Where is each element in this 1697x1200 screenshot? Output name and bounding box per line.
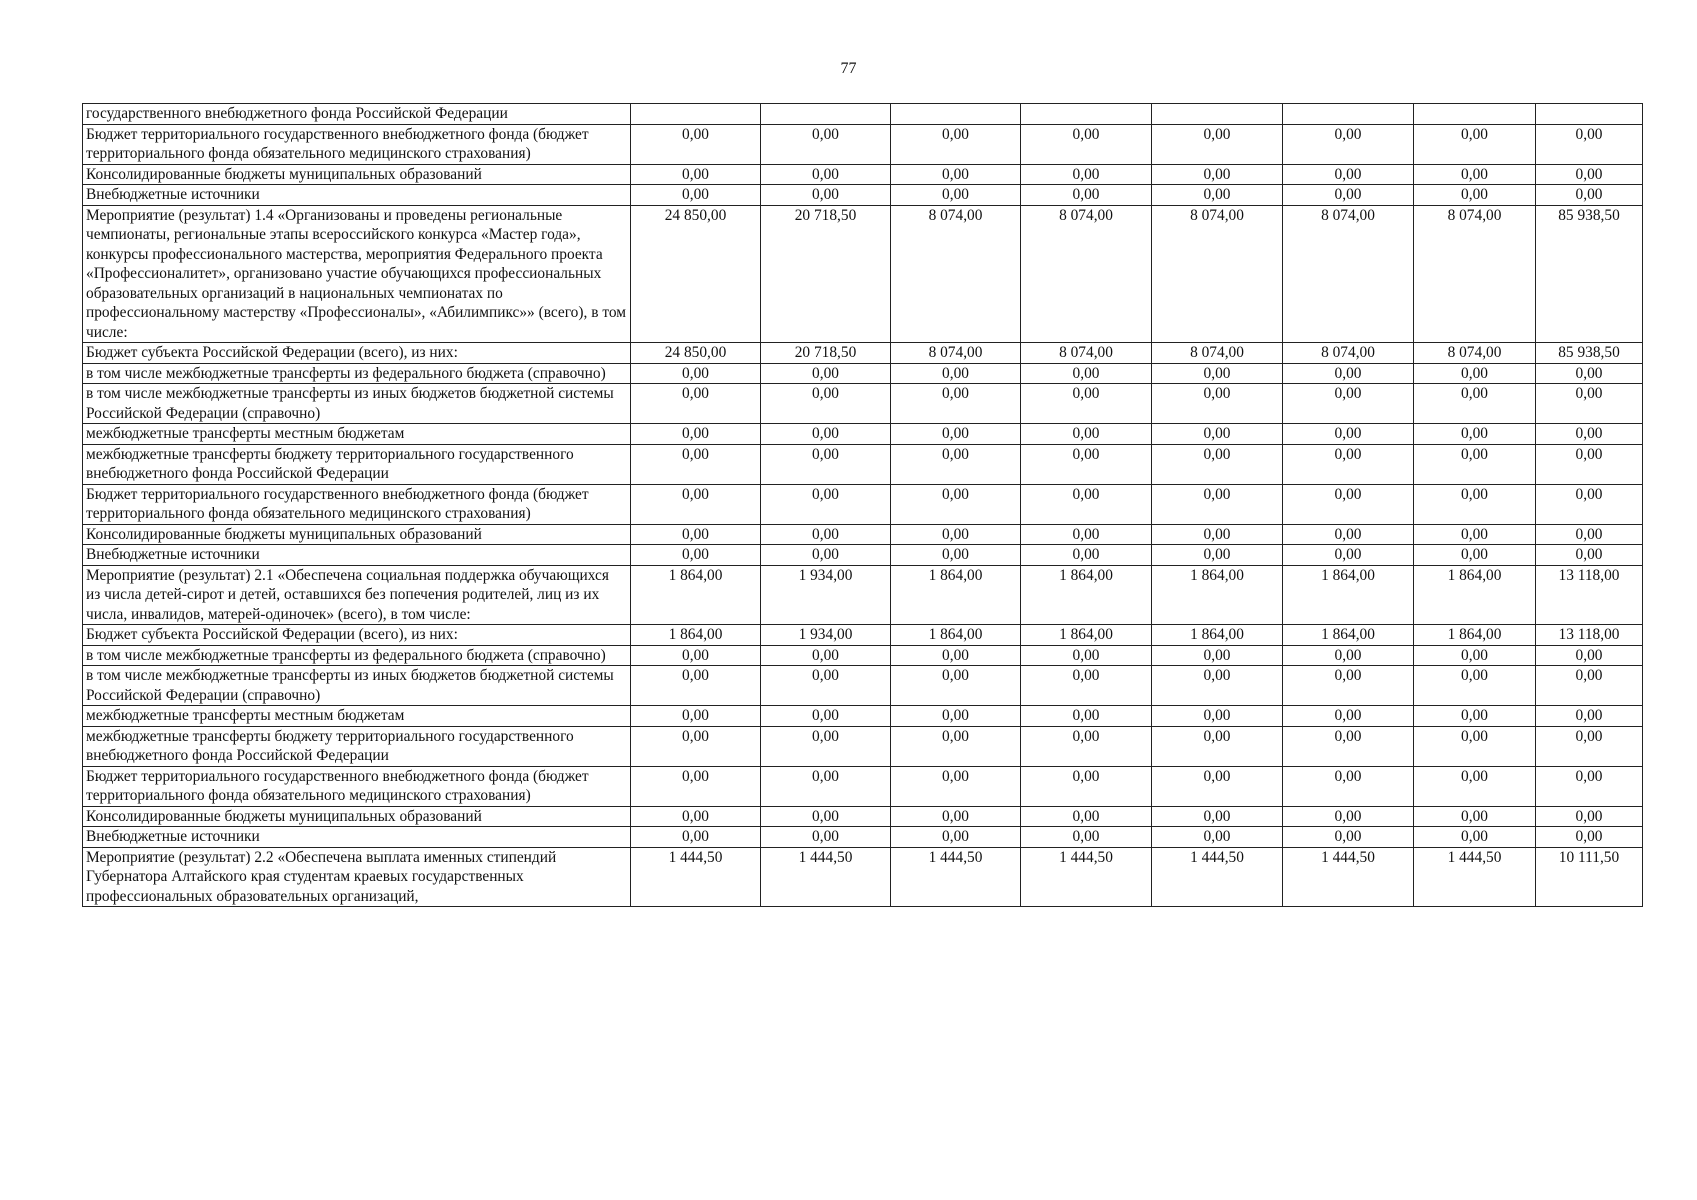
- table-row: [83, 524, 1643, 545]
- value-cell: 1 444,50: [891, 847, 1021, 907]
- table-row: [83, 827, 1643, 848]
- value-cell: 1 444,50: [761, 847, 891, 907]
- value-cell: 0,00: [1283, 827, 1414, 848]
- value-cell: 13 118,00: [1536, 625, 1643, 646]
- row-label: Бюджет субъекта Российской Федерации (всего), из них:: [83, 625, 631, 646]
- value-cell: 0,00: [891, 666, 1021, 706]
- value-cell: 0,00: [631, 806, 761, 827]
- table-row: [83, 363, 1643, 384]
- value-cell: 0,00: [1152, 706, 1283, 727]
- value-cell: 1 864,00: [1021, 565, 1152, 625]
- value-cell: 0,00: [761, 706, 891, 727]
- row-label: в том числе межбюджетные трансферты из иных бюджетов бюджетной системы Российской Федерации (справочно): [83, 666, 631, 706]
- value-cell: 0,00: [761, 444, 891, 484]
- row-label: Внебюджетные источники: [83, 185, 631, 206]
- value-cell: 0,00: [761, 185, 891, 206]
- value-cell: 0,00: [891, 185, 1021, 206]
- value-cell: 0,00: [891, 384, 1021, 424]
- table-row: [83, 726, 1643, 766]
- value-cell: 1 864,00: [1152, 565, 1283, 625]
- value-cell: 0,00: [1414, 363, 1536, 384]
- table-row: [83, 766, 1643, 806]
- value-cell: 0,00: [1283, 124, 1414, 164]
- value-cell: 0,00: [891, 726, 1021, 766]
- table-row: [83, 666, 1643, 706]
- value-cell: 0,00: [1283, 545, 1414, 566]
- value-cell: 0,00: [761, 645, 891, 666]
- table-row: [83, 645, 1643, 666]
- value-cell: 0,00: [1021, 806, 1152, 827]
- value-cell: 1 864,00: [1021, 625, 1152, 646]
- table-row: [83, 164, 1643, 185]
- value-cell: 1 934,00: [761, 565, 891, 625]
- value-cell: 0,00: [631, 726, 761, 766]
- value-cell: 0,00: [1414, 706, 1536, 727]
- value-cell: 0,00: [1283, 164, 1414, 185]
- value-cell: 0,00: [1414, 424, 1536, 445]
- value-cell: 0,00: [631, 484, 761, 524]
- value-cell: 0,00: [1414, 484, 1536, 524]
- value-cell: 0,00: [1021, 827, 1152, 848]
- table-row: [83, 104, 1643, 125]
- value-cell: 0,00: [631, 124, 761, 164]
- value-cell: 0,00: [1536, 706, 1643, 727]
- row-label: Мероприятие (результат) 2.1 «Обеспечена социальная поддержка обучающихся из числа детей-сирот и детей, оставшихся без попечения родителей, лиц из их числа, инвалидов, матерей-одиночек» (всего), в том числе:: [83, 565, 631, 625]
- value-cell: 0,00: [891, 645, 1021, 666]
- row-label: межбюджетные трансферты местным бюджетам: [83, 706, 631, 727]
- value-cell: 0,00: [1021, 164, 1152, 185]
- row-label: Консолидированные бюджеты муниципальных образований: [83, 524, 631, 545]
- value-cell: 0,00: [631, 666, 761, 706]
- value-cell: 0,00: [891, 827, 1021, 848]
- value-cell: 0,00: [1283, 524, 1414, 545]
- value-cell: 8 074,00: [1283, 343, 1414, 364]
- value-cell: 0,00: [761, 124, 891, 164]
- value-cell: 0,00: [631, 645, 761, 666]
- value-cell: 1 444,50: [631, 847, 761, 907]
- value-cell: 0,00: [1283, 666, 1414, 706]
- value-cell: 0,00: [1021, 645, 1152, 666]
- value-cell: 0,00: [1414, 806, 1536, 827]
- table-row: [83, 444, 1643, 484]
- value-cell: 0,00: [1283, 185, 1414, 206]
- value-cell: 1 864,00: [631, 565, 761, 625]
- value-cell: 8 074,00: [1414, 205, 1536, 343]
- table-row: [83, 185, 1643, 206]
- row-label: межбюджетные трансферты бюджету территориального государственного внебюджетного фонда Российской Федерации: [83, 726, 631, 766]
- value-cell: 0,00: [761, 827, 891, 848]
- value-cell: 0,00: [631, 384, 761, 424]
- value-cell: 1 864,00: [1283, 625, 1414, 646]
- value-cell: 20 718,50: [761, 343, 891, 364]
- value-cell: 0,00: [891, 424, 1021, 445]
- value-cell: 1 864,00: [1414, 565, 1536, 625]
- value-cell: [1536, 104, 1643, 125]
- row-label: Мероприятие (результат) 2.2 «Обеспечена выплата именных стипендий Губернатора Алтайского края студентам краевых государственных профессиональных образовательных организаций,: [83, 847, 631, 907]
- value-cell: 0,00: [1283, 424, 1414, 445]
- value-cell: 1 934,00: [761, 625, 891, 646]
- value-cell: 0,00: [1414, 124, 1536, 164]
- value-cell: 0,00: [1283, 806, 1414, 827]
- table-row: [83, 625, 1643, 646]
- value-cell: 8 074,00: [1152, 205, 1283, 343]
- value-cell: 0,00: [761, 766, 891, 806]
- value-cell: 0,00: [1152, 645, 1283, 666]
- value-cell: 0,00: [1414, 545, 1536, 566]
- value-cell: [891, 104, 1021, 125]
- value-cell: 0,00: [1021, 484, 1152, 524]
- row-label: межбюджетные трансферты местным бюджетам: [83, 424, 631, 445]
- value-cell: 0,00: [1283, 484, 1414, 524]
- value-cell: 0,00: [1536, 666, 1643, 706]
- value-cell: 0,00: [1021, 444, 1152, 484]
- value-cell: 0,00: [1021, 726, 1152, 766]
- value-cell: 0,00: [1152, 806, 1283, 827]
- value-cell: 0,00: [1536, 185, 1643, 206]
- table-row: [83, 343, 1643, 364]
- value-cell: 0,00: [1536, 444, 1643, 484]
- value-cell: 0,00: [891, 806, 1021, 827]
- row-label: Внебюджетные источники: [83, 827, 631, 848]
- value-cell: 0,00: [1414, 444, 1536, 484]
- value-cell: 8 074,00: [891, 343, 1021, 364]
- value-cell: 0,00: [891, 164, 1021, 185]
- value-cell: 0,00: [891, 545, 1021, 566]
- row-label: в том числе межбюджетные трансферты из федерального бюджета (справочно): [83, 645, 631, 666]
- value-cell: 0,00: [1414, 185, 1536, 206]
- value-cell: 0,00: [1414, 827, 1536, 848]
- value-cell: 0,00: [1536, 424, 1643, 445]
- value-cell: [1021, 104, 1152, 125]
- value-cell: 0,00: [1283, 645, 1414, 666]
- value-cell: 0,00: [1152, 164, 1283, 185]
- value-cell: 8 074,00: [1152, 343, 1283, 364]
- value-cell: 0,00: [1152, 444, 1283, 484]
- value-cell: 0,00: [891, 363, 1021, 384]
- value-cell: 0,00: [1152, 363, 1283, 384]
- value-cell: [1152, 104, 1283, 125]
- value-cell: 0,00: [1283, 363, 1414, 384]
- value-cell: 0,00: [1536, 806, 1643, 827]
- value-cell: 0,00: [1536, 726, 1643, 766]
- value-cell: 0,00: [761, 806, 891, 827]
- value-cell: 0,00: [761, 484, 891, 524]
- value-cell: 0,00: [1536, 124, 1643, 164]
- value-cell: 0,00: [891, 706, 1021, 727]
- value-cell: 0,00: [761, 726, 891, 766]
- table-body: [83, 104, 1643, 907]
- row-label: Бюджет субъекта Российской Федерации (всего), из них:: [83, 343, 631, 364]
- value-cell: 1 444,50: [1152, 847, 1283, 907]
- table-row: [83, 806, 1643, 827]
- value-cell: 0,00: [1536, 384, 1643, 424]
- value-cell: 0,00: [891, 524, 1021, 545]
- value-cell: 0,00: [1283, 444, 1414, 484]
- table-row: [83, 545, 1643, 566]
- table-row: [83, 484, 1643, 524]
- value-cell: 0,00: [1414, 384, 1536, 424]
- value-cell: 0,00: [1414, 726, 1536, 766]
- value-cell: 0,00: [891, 124, 1021, 164]
- value-cell: 0,00: [1414, 524, 1536, 545]
- value-cell: 0,00: [631, 827, 761, 848]
- row-label: в том числе межбюджетные трансферты из иных бюджетов бюджетной системы Российской Федерации (справочно): [83, 384, 631, 424]
- value-cell: 13 118,00: [1536, 565, 1643, 625]
- value-cell: 0,00: [1536, 363, 1643, 384]
- value-cell: 0,00: [1536, 827, 1643, 848]
- value-cell: 0,00: [1283, 384, 1414, 424]
- value-cell: 1 864,00: [891, 625, 1021, 646]
- table-row: [83, 565, 1643, 625]
- value-cell: 0,00: [1021, 706, 1152, 727]
- value-cell: 0,00: [1414, 645, 1536, 666]
- value-cell: 1 864,00: [1283, 565, 1414, 625]
- value-cell: 0,00: [631, 424, 761, 445]
- value-cell: 85 938,50: [1536, 343, 1643, 364]
- budget-table: [82, 103, 1643, 907]
- row-label: Консолидированные бюджеты муниципальных образований: [83, 806, 631, 827]
- value-cell: 0,00: [1021, 363, 1152, 384]
- value-cell: 0,00: [1536, 164, 1643, 185]
- value-cell: 0,00: [1536, 524, 1643, 545]
- value-cell: 0,00: [1283, 766, 1414, 806]
- value-cell: 0,00: [1414, 766, 1536, 806]
- value-cell: 0,00: [1283, 726, 1414, 766]
- value-cell: 0,00: [1283, 706, 1414, 727]
- value-cell: 0,00: [1021, 185, 1152, 206]
- page-number: 77: [840, 60, 857, 77]
- value-cell: 8 074,00: [1414, 343, 1536, 364]
- row-label: Бюджет территориального государственного внебюджетного фонда (бюджет территориального фонда обязательного медицинского страхования): [83, 766, 631, 806]
- value-cell: 0,00: [1536, 645, 1643, 666]
- row-label: Консолидированные бюджеты муниципальных образований: [83, 164, 631, 185]
- value-cell: 0,00: [1414, 666, 1536, 706]
- value-cell: 0,00: [1152, 666, 1283, 706]
- value-cell: 0,00: [1152, 384, 1283, 424]
- value-cell: 0,00: [1152, 185, 1283, 206]
- value-cell: 8 074,00: [1283, 205, 1414, 343]
- value-cell: 0,00: [631, 545, 761, 566]
- value-cell: 0,00: [1152, 124, 1283, 164]
- table-row: [83, 847, 1643, 907]
- value-cell: 1 444,50: [1021, 847, 1152, 907]
- value-cell: 0,00: [1021, 524, 1152, 545]
- table-row: [83, 424, 1643, 445]
- value-cell: 0,00: [1152, 726, 1283, 766]
- value-cell: 0,00: [761, 363, 891, 384]
- row-label: межбюджетные трансферты бюджету территориального государственного внебюджетного фонда Российской Федерации: [83, 444, 631, 484]
- value-cell: 1 864,00: [891, 565, 1021, 625]
- value-cell: 1 864,00: [1152, 625, 1283, 646]
- value-cell: 0,00: [761, 424, 891, 445]
- value-cell: [1283, 104, 1414, 125]
- value-cell: 0,00: [1021, 666, 1152, 706]
- value-cell: 0,00: [1414, 164, 1536, 185]
- value-cell: 8 074,00: [1021, 205, 1152, 343]
- value-cell: 0,00: [631, 706, 761, 727]
- value-cell: 0,00: [891, 444, 1021, 484]
- value-cell: 0,00: [631, 164, 761, 185]
- value-cell: [1414, 104, 1536, 125]
- value-cell: 0,00: [631, 363, 761, 384]
- value-cell: 1 864,00: [1414, 625, 1536, 646]
- value-cell: 0,00: [1021, 424, 1152, 445]
- row-label: в том числе межбюджетные трансферты из федерального бюджета (справочно): [83, 363, 631, 384]
- value-cell: 0,00: [631, 185, 761, 206]
- value-cell: 0,00: [1152, 766, 1283, 806]
- value-cell: 0,00: [761, 666, 891, 706]
- value-cell: 0,00: [1536, 766, 1643, 806]
- value-cell: 1 444,50: [1283, 847, 1414, 907]
- row-label: Внебюджетные источники: [83, 545, 631, 566]
- table-row: [83, 706, 1643, 727]
- row-label: государственного внебюджетного фонда Российской Федерации: [83, 104, 631, 125]
- value-cell: 0,00: [631, 444, 761, 484]
- value-cell: 8 074,00: [1021, 343, 1152, 364]
- row-label: Бюджет территориального государственного внебюджетного фонда (бюджет территориального фонда обязательного медицинского страхования): [83, 124, 631, 164]
- value-cell: 1 444,50: [1414, 847, 1536, 907]
- row-label: Бюджет территориального государственного внебюджетного фонда (бюджет территориального фонда обязательного медицинского страхования): [83, 484, 631, 524]
- value-cell: 1 864,00: [631, 625, 761, 646]
- value-cell: 0,00: [761, 384, 891, 424]
- value-cell: 24 850,00: [631, 343, 761, 364]
- table-row: [83, 124, 1643, 164]
- value-cell: 0,00: [1152, 484, 1283, 524]
- value-cell: 0,00: [1152, 424, 1283, 445]
- value-cell: 0,00: [1536, 484, 1643, 524]
- value-cell: 20 718,50: [761, 205, 891, 343]
- value-cell: 0,00: [1152, 827, 1283, 848]
- value-cell: 0,00: [1152, 524, 1283, 545]
- value-cell: 0,00: [631, 766, 761, 806]
- row-label: Мероприятие (результат) 1.4 «Организованы и проведены региональные чемпионаты, региональные этапы всероссийского конкурса «Мастер года», конкурсы профессионального мастерства, мероприятия Федерального проекта «Профессионалитет», организовано участие обучающихся профессиональных образовательных организаций в национальных чемпионатах по профессиональному мастерству «Профессионалы», «Абилимпикс»» (всего), в том числе:: [83, 205, 631, 343]
- value-cell: 24 850,00: [631, 205, 761, 343]
- value-cell: 0,00: [1021, 766, 1152, 806]
- value-cell: 0,00: [761, 164, 891, 185]
- table-row: [83, 384, 1643, 424]
- value-cell: 0,00: [1152, 545, 1283, 566]
- value-cell: 8 074,00: [891, 205, 1021, 343]
- value-cell: 0,00: [891, 484, 1021, 524]
- value-cell: 0,00: [1021, 545, 1152, 566]
- value-cell: 10 111,50: [1536, 847, 1643, 907]
- value-cell: [761, 104, 891, 125]
- value-cell: 0,00: [631, 524, 761, 545]
- table-row: [83, 205, 1643, 343]
- value-cell: 0,00: [891, 766, 1021, 806]
- value-cell: 0,00: [1536, 545, 1643, 566]
- value-cell: 0,00: [761, 545, 891, 566]
- value-cell: [631, 104, 761, 125]
- value-cell: 85 938,50: [1536, 205, 1643, 343]
- value-cell: 0,00: [1021, 384, 1152, 424]
- value-cell: 0,00: [1021, 124, 1152, 164]
- value-cell: 0,00: [761, 524, 891, 545]
